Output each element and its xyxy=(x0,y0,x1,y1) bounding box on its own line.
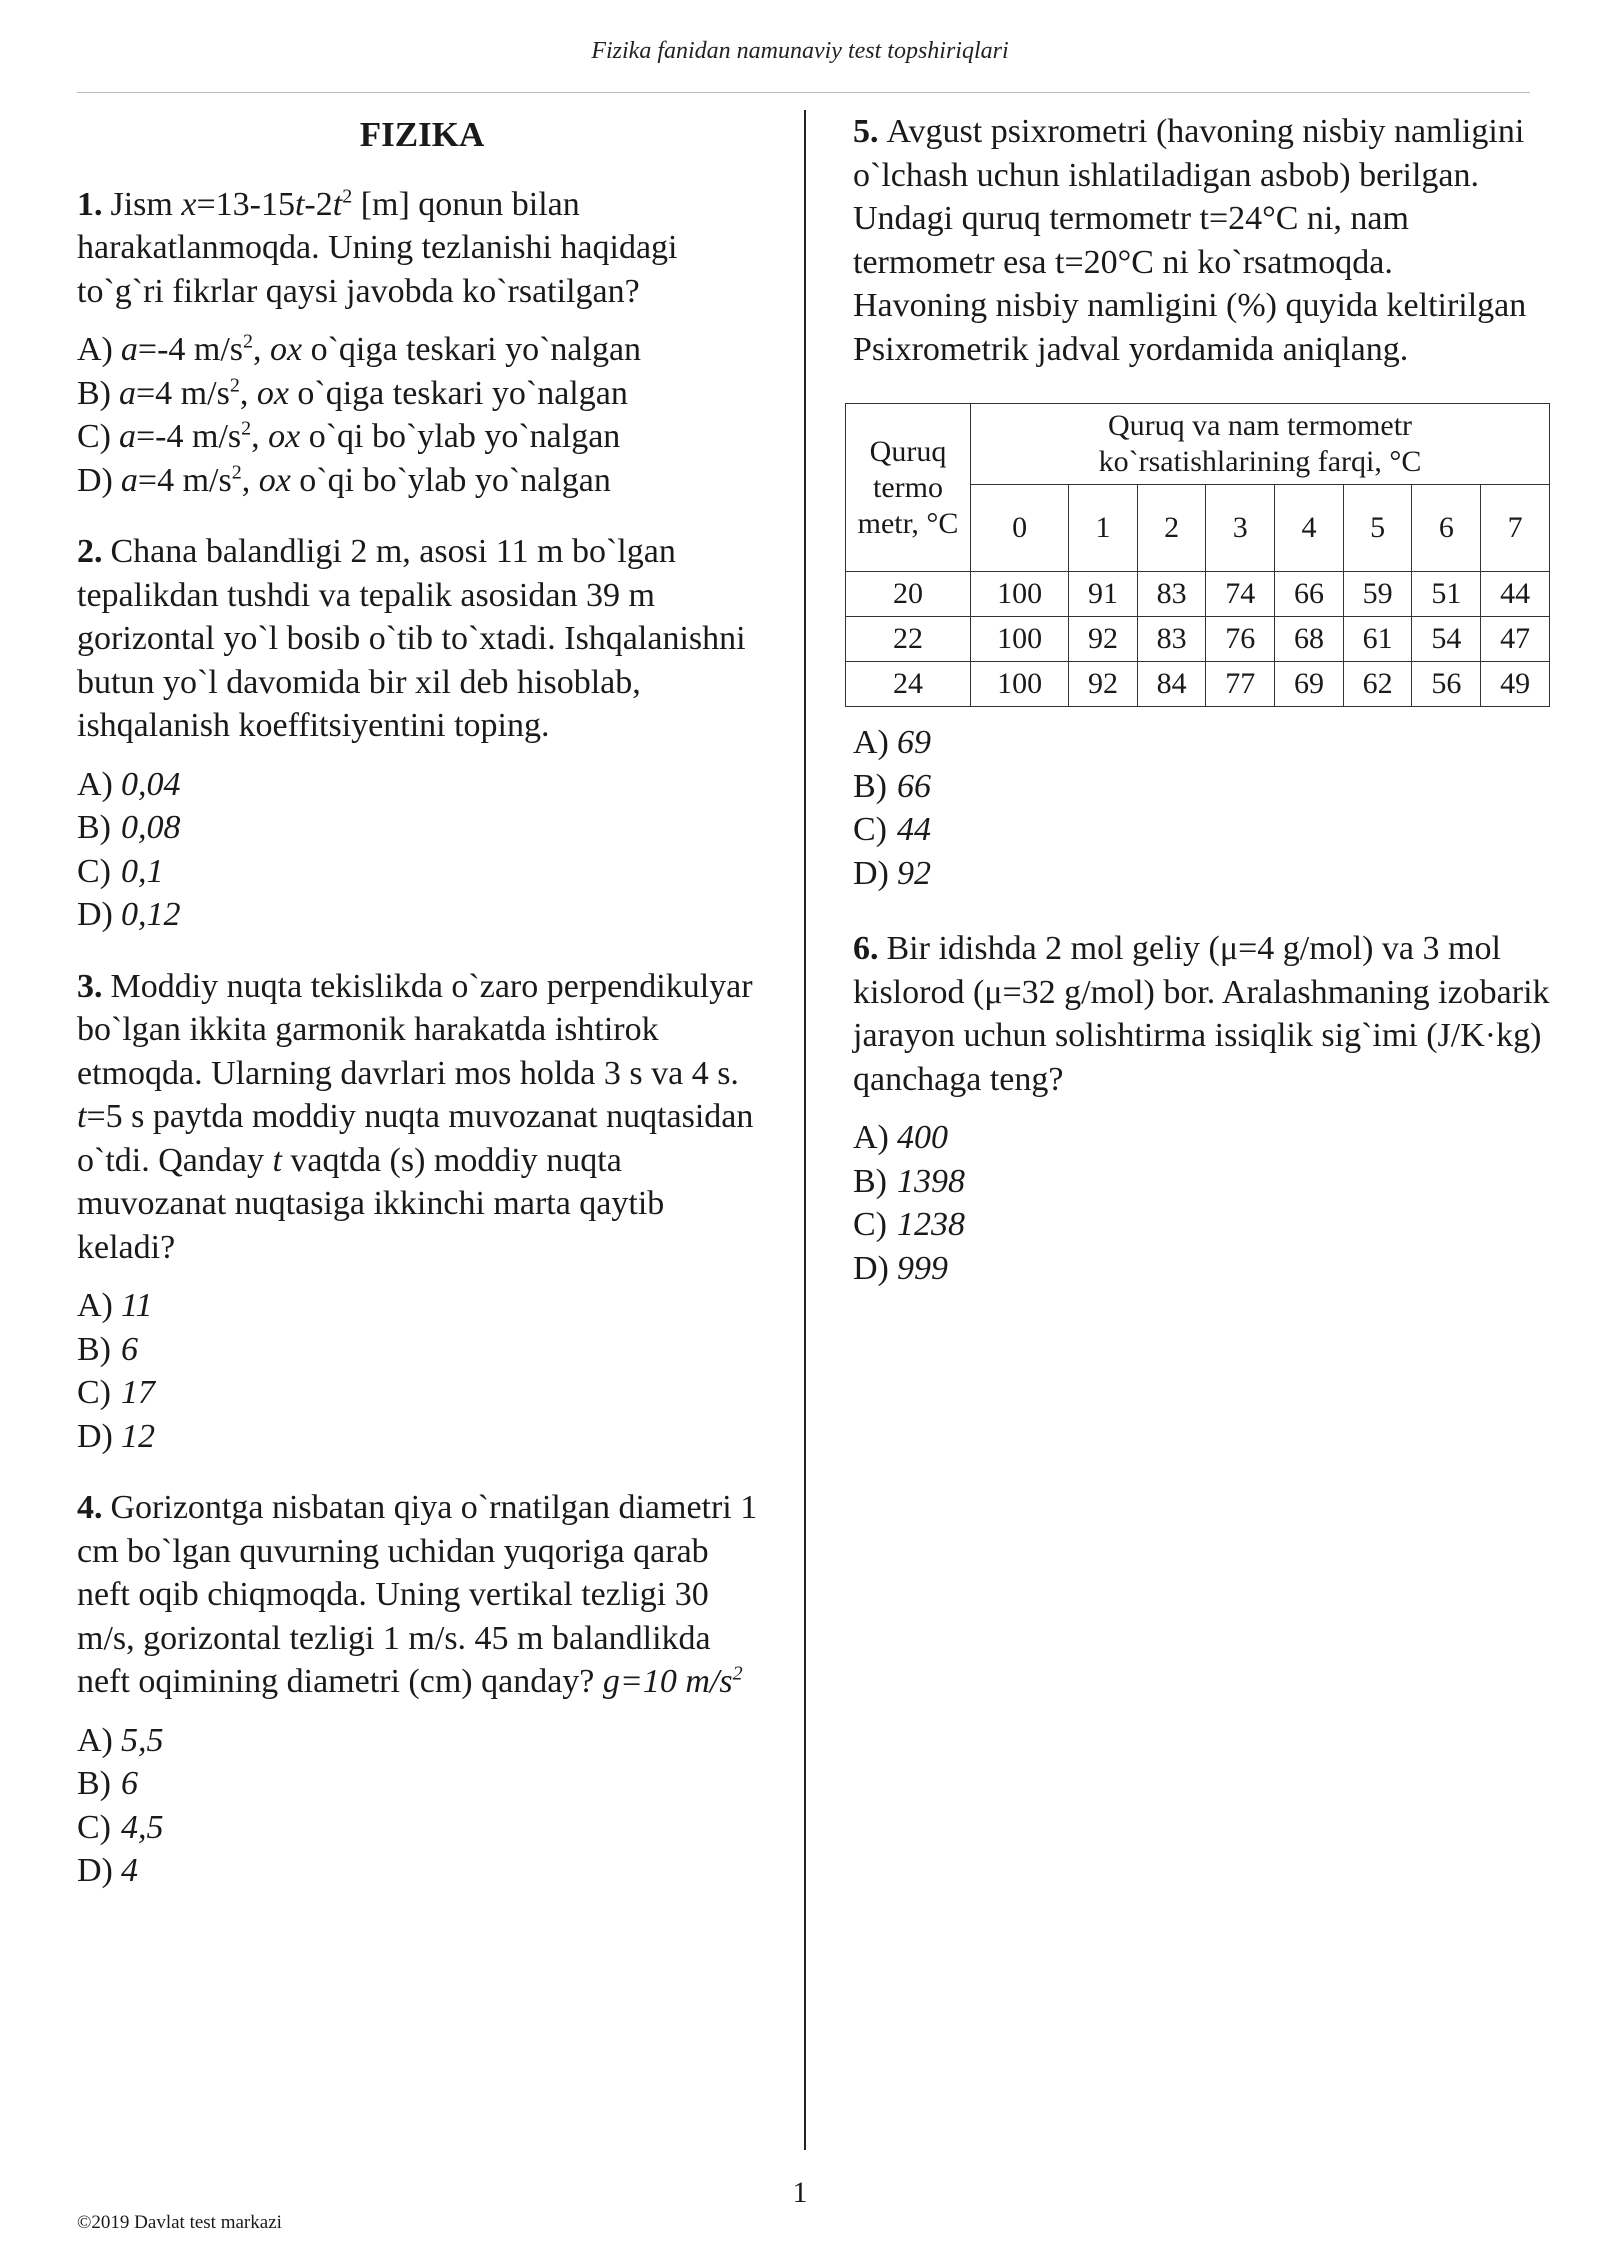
option-d[interactable] xyxy=(77,1849,767,1893)
stem-text: =13-15 xyxy=(196,185,295,223)
option-letter: B) xyxy=(853,1162,887,1200)
table-cell: 100 xyxy=(971,572,1069,617)
option-d[interactable] xyxy=(853,852,1553,896)
option-rest: o`qi bo`ylab yo`nalgan xyxy=(300,418,621,455)
stem-text: -2 xyxy=(304,185,333,223)
table-cell: 92 xyxy=(1069,617,1138,662)
option-value: 6 xyxy=(121,1330,138,1368)
stem-var: t xyxy=(77,1098,87,1135)
option-letter: C) xyxy=(77,1374,111,1411)
option-axis: ox xyxy=(270,331,303,368)
option-value: 0,12 xyxy=(121,896,181,933)
stem-exp: 2 xyxy=(342,185,353,208)
option-d[interactable] xyxy=(77,893,767,937)
question-number: 3. xyxy=(77,967,103,1005)
option-value: 4,5 xyxy=(121,1808,164,1846)
option-exp: 2 xyxy=(229,374,240,397)
question-number: 4. xyxy=(77,1489,103,1526)
option-letter: A) xyxy=(77,1287,113,1324)
option-letter: B) xyxy=(77,1330,111,1368)
question-number: 2. xyxy=(77,533,103,570)
option-value: 4 xyxy=(121,1852,138,1889)
question-number: 1. xyxy=(77,185,103,223)
option-value: 0,04 xyxy=(121,765,181,803)
diff-cell: 3 xyxy=(1206,485,1275,572)
option-letter: B) xyxy=(853,767,887,805)
option-value: =-4 m/s xyxy=(137,331,244,368)
option-axis: ox xyxy=(268,418,301,455)
question-5 xyxy=(853,110,1553,895)
table-cell: 68 xyxy=(1275,617,1344,662)
stem-exp: 2 xyxy=(732,1662,743,1685)
option-value: 92 xyxy=(897,854,931,892)
question-4 xyxy=(77,1486,767,1893)
option-c[interactable] xyxy=(853,808,1553,852)
table-cell: 91 xyxy=(1069,572,1138,617)
option-axis: ox xyxy=(258,461,291,499)
table-cell: 100 xyxy=(971,662,1069,707)
option-value: 12 xyxy=(121,1417,155,1455)
option-rest: o`qi bo`ylab yo`nalgan xyxy=(290,461,611,499)
option-letter: A) xyxy=(77,765,113,803)
option-letter: D) xyxy=(77,1417,113,1455)
table-cell: 69 xyxy=(1275,662,1344,707)
option-value: =4 m/s xyxy=(137,461,232,499)
option-b[interactable] xyxy=(77,1328,767,1372)
table-cell: 92 xyxy=(1069,662,1138,707)
table-cell: 44 xyxy=(1481,572,1550,617)
question-3-stem xyxy=(77,965,767,1270)
option-letter: C) xyxy=(77,852,111,890)
option-b[interactable] xyxy=(77,806,767,850)
option-value: 0,1 xyxy=(121,852,164,890)
question-6-options xyxy=(853,1116,1553,1290)
option-b[interactable] xyxy=(853,1160,1553,1204)
question-3-options xyxy=(77,1284,767,1458)
option-letter: B) xyxy=(77,374,111,412)
option-a[interactable] xyxy=(77,763,767,807)
table-cell: 76 xyxy=(1206,617,1275,662)
question-number: 6. xyxy=(853,930,879,967)
stem-given: g=10 m/s xyxy=(602,1663,733,1700)
option-letter: A) xyxy=(853,724,889,761)
page-title: FIZIKA xyxy=(359,115,485,154)
option-value: 400 xyxy=(897,1119,948,1156)
stem-text: =5 s paytda moddiy nuqta muvozanat nuqtasidan o`tdi. Qanday xyxy=(77,1098,754,1179)
option-exp: 2 xyxy=(241,417,252,440)
question-6-stem xyxy=(853,927,1553,1101)
option-var: a xyxy=(120,331,138,368)
table-cell: 84 xyxy=(1137,662,1206,707)
table-cell: 66 xyxy=(1275,572,1344,617)
table-cell: 77 xyxy=(1206,662,1275,707)
option-letter: D) xyxy=(77,1852,113,1889)
option-sep: , xyxy=(253,331,271,368)
psychrometric-table xyxy=(845,403,1550,707)
question-5-stem-3: Havoning nisbiy namligini (%) quyida keltirilgan Psixrometrik jadval yordamida aniqlang. xyxy=(853,287,1527,368)
option-d[interactable] xyxy=(77,1415,767,1459)
question-number: 5. xyxy=(853,113,879,150)
option-c[interactable] xyxy=(77,1806,767,1850)
option-letter: C) xyxy=(77,1808,111,1846)
diff-cell: 4 xyxy=(1275,485,1344,572)
option-letter: B) xyxy=(77,809,111,846)
row-temp: 20 xyxy=(846,572,971,617)
option-letter: C) xyxy=(853,1206,887,1243)
table-cell: 83 xyxy=(1137,617,1206,662)
question-5-options xyxy=(853,721,1553,895)
table-row xyxy=(846,617,1550,662)
table-cell: 47 xyxy=(1481,617,1550,662)
stem-text: Moddiy nuqta tekislikda o`zaro perpendikulyar bo`lgan ikkita garmonik harakatda ishtirok etmoqda. Ularning davrlari mos holda 3 s va 4 s. xyxy=(77,967,753,1092)
option-value: 1398 xyxy=(897,1162,965,1200)
option-axis: ox xyxy=(256,374,289,412)
option-value: =4 m/s xyxy=(136,374,230,412)
diff-cell: 6 xyxy=(1412,485,1481,572)
question-6 xyxy=(853,927,1553,1290)
table-cell: 59 xyxy=(1343,572,1412,617)
stem-text: [m] qonun bilan harakatlanmoqda. Uning tezlanishi haqidagi to`g`ri fikrlar qaysi javobda ko`rsatilgan? xyxy=(77,185,678,310)
question-3 xyxy=(77,965,767,1459)
option-exp: 2 xyxy=(231,461,242,484)
table-cell: 54 xyxy=(1412,617,1481,662)
option-value: 17 xyxy=(121,1374,155,1411)
question-1-options xyxy=(77,328,767,502)
option-value: 44 xyxy=(897,811,931,848)
option-letter: B) xyxy=(77,1765,111,1802)
question-2-options xyxy=(77,763,767,937)
option-value: 0,08 xyxy=(121,809,181,846)
question-1 xyxy=(77,183,767,503)
option-c[interactable] xyxy=(77,850,767,894)
option-sep: , xyxy=(251,418,269,455)
option-value: 1238 xyxy=(897,1206,965,1243)
diff-cell: 0 xyxy=(971,485,1069,572)
stem-var: x xyxy=(181,185,197,223)
table-row xyxy=(846,662,1550,707)
option-value: =-4 m/s xyxy=(136,418,242,455)
option-c[interactable] xyxy=(77,1371,767,1415)
option-var: a xyxy=(120,461,138,499)
option-value: 66 xyxy=(897,767,931,805)
question-1-stem xyxy=(77,183,767,314)
row-temp: 24 xyxy=(846,662,971,707)
option-letter: D) xyxy=(853,854,889,892)
header-rule xyxy=(77,92,1530,93)
option-sep: , xyxy=(241,461,259,499)
option-var: a xyxy=(119,418,136,455)
option-d[interactable] xyxy=(853,1247,1553,1291)
option-a[interactable] xyxy=(853,1116,1553,1160)
stem-var: t xyxy=(272,1141,282,1179)
stem-text: vaqtda (s) moddiy nuqta muvozanat nuqtasiga ikkinchi marta qaytib keladi? xyxy=(77,1141,665,1266)
diff-cell: 1 xyxy=(1069,485,1138,572)
table-cell: 62 xyxy=(1343,662,1412,707)
question-2-stem xyxy=(77,530,767,748)
stem-var: t xyxy=(332,185,343,223)
option-letter: A) xyxy=(77,1721,113,1759)
stem-text: Chana balandligi 2 m, asosi 11 m bo`lgan tepalikdan tushdi va tepalik asosidan 39 m gorizontal yo`l bosib o`tib to`xtadi. Ishqalanishni butun yo`l davomida bir xil deb hisoblab, ishqalanish koeffitsiyentini toping. xyxy=(77,533,746,744)
right-column xyxy=(853,110,1553,1318)
option-letter: D) xyxy=(77,896,113,933)
table-cell: 51 xyxy=(1412,572,1481,617)
option-b[interactable] xyxy=(77,372,767,416)
option-a[interactable] xyxy=(77,1284,767,1328)
dry-thermometer-header: Quruq termo metr, °C xyxy=(846,404,971,572)
option-c[interactable] xyxy=(77,415,767,459)
stem-text: Avgust psixrometri (havoning nisbiy namligini o`lchash uchun ishlatiladigan asbob) berilgan. xyxy=(853,113,1525,194)
option-letter: A) xyxy=(853,1119,889,1156)
stem-text: Gorizontga nisbatan qiya o`rnatilgan diametri 1 cm bo`lgan quvurning uchidan yuqoriga qarab neft oqib chiqmoqda. Uning vertikal tezligi 30 m/s, gorizontal tezligi 1 m/s. 45 m balandlikda neft oqimining diametri (cm) qanday? xyxy=(77,1489,758,1700)
option-b[interactable] xyxy=(853,765,1553,809)
question-4-stem xyxy=(77,1486,767,1704)
option-letter: A) xyxy=(77,331,113,368)
option-c[interactable] xyxy=(853,1203,1553,1247)
table-cell: 83 xyxy=(1137,572,1206,617)
stem-text: Jism xyxy=(110,185,182,223)
option-a[interactable] xyxy=(77,328,767,372)
question-5-stem-2: Undagi quruq termometr t=24°C ni, nam termometr esa t=20°C ni ko`rsatmoqda. xyxy=(853,200,1409,281)
option-value: 5,5 xyxy=(121,1721,164,1759)
option-var: a xyxy=(119,374,136,412)
option-b[interactable] xyxy=(77,1762,767,1806)
copyright: ©2019 Davlat test markazi xyxy=(77,2212,282,2233)
question-5-stem xyxy=(853,110,1553,197)
option-d[interactable] xyxy=(77,459,767,503)
option-letter: D) xyxy=(853,1249,889,1287)
question-4-options xyxy=(77,1719,767,1893)
table-row xyxy=(846,572,1550,617)
option-value: 999 xyxy=(897,1249,948,1287)
option-a[interactable] xyxy=(77,1719,767,1763)
table-header-row xyxy=(846,404,1550,485)
option-rest: o`qiga teskari yo`nalgan xyxy=(288,374,628,412)
table-cell: 56 xyxy=(1412,662,1481,707)
diff-cell: 2 xyxy=(1137,485,1206,572)
table-cell: 100 xyxy=(971,617,1069,662)
table-cell: 49 xyxy=(1481,662,1550,707)
diff-cell: 7 xyxy=(1481,485,1550,572)
difference-header: Quruq va nam termometr ko`rsatishlarining farqi, °C xyxy=(971,404,1550,485)
page-header: Fizika fanidan namunaviy test topshiriqlari xyxy=(591,38,1009,64)
option-value: 11 xyxy=(121,1287,153,1324)
stem-var: t xyxy=(294,185,305,223)
option-rest: o`qiga teskari yo`nalgan xyxy=(302,331,642,368)
stem-text: Bir idishda 2 mol geliy (μ=4 g/mol) va 3 mol kislorod (μ=32 g/mol) bor. Aralashmaning izobarik jarayon uchun solishtirma issiqlik sig`imi (J/K·kg) qanchaga teng? xyxy=(853,930,1550,1098)
left-column xyxy=(77,110,767,1921)
option-sep: , xyxy=(239,374,257,412)
option-value: 69 xyxy=(897,724,931,761)
table-cell: 61 xyxy=(1343,617,1412,662)
option-letter: D) xyxy=(77,461,113,499)
option-a[interactable] xyxy=(853,721,1553,765)
question-2 xyxy=(77,530,767,937)
row-temp: 22 xyxy=(846,617,971,662)
option-exp: 2 xyxy=(243,330,254,353)
page-number: 1 xyxy=(792,2176,808,2209)
option-letter: C) xyxy=(853,811,887,848)
table-cell: 74 xyxy=(1206,572,1275,617)
option-value: 6 xyxy=(121,1765,138,1802)
column-divider xyxy=(804,110,806,2150)
diff-cell: 5 xyxy=(1343,485,1412,572)
option-letter: C) xyxy=(77,418,111,455)
